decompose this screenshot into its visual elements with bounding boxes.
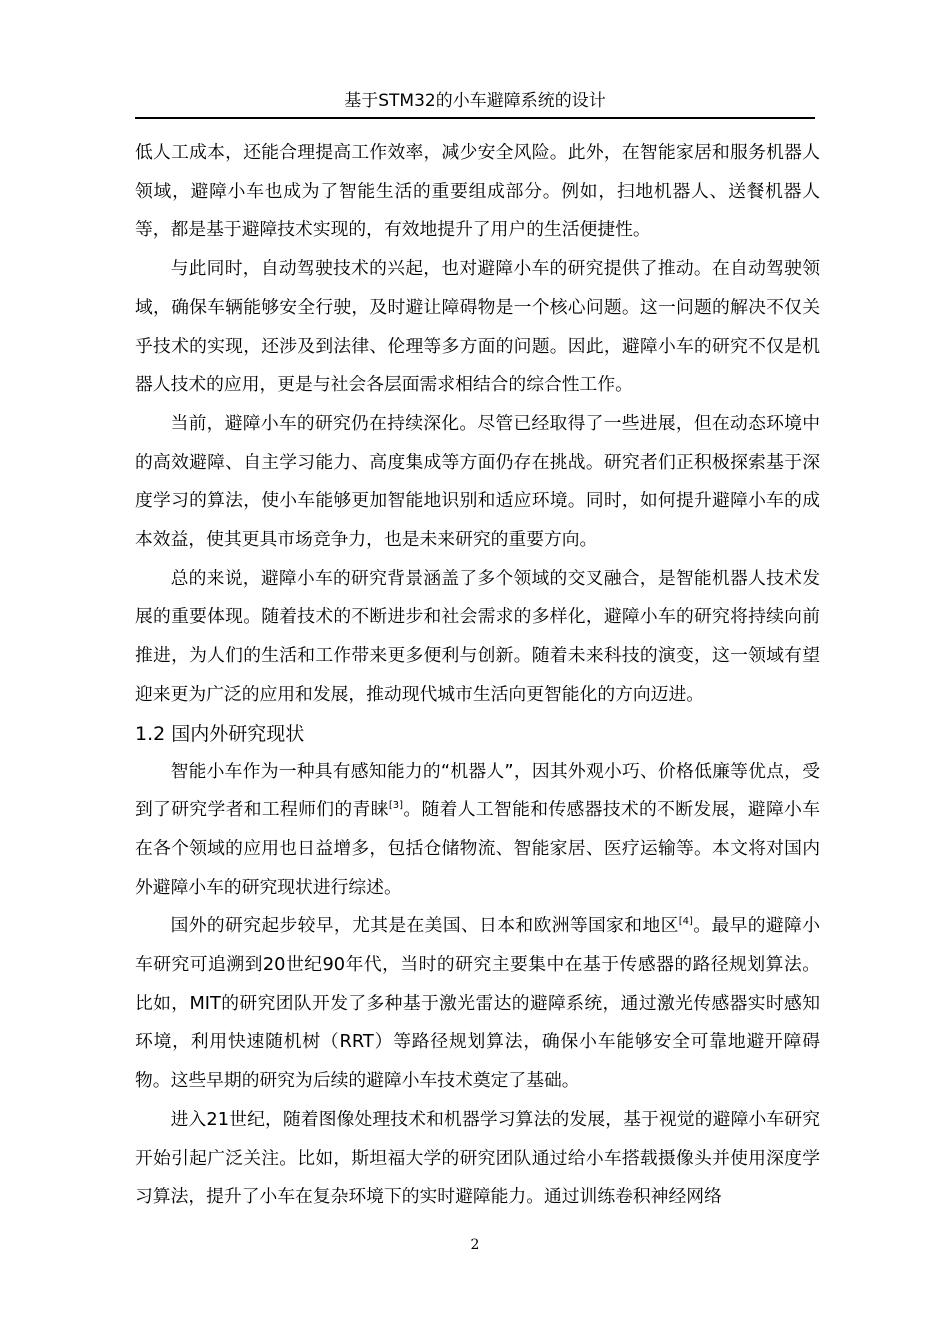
running-header-title: 基于STM32的小车避障系统的设计 — [344, 91, 606, 111]
paragraph-text: 。最早的避障小车研究可追溯到20世纪90年代，当时的研究主要集中在基于传感器的路径规划算法。比如，MIT的研究团队开发了多种基于激光雷达的避障系统，通过激光传感器实时感知环境，利用快速随机树（RRT）等路径规划算法，确保小车能够安全可靠地避开障碍物。这些早期的研究为后续的避障小车技术奠定了基础。 — [135, 915, 820, 1092]
paragraph — [135, 907, 820, 1101]
paragraph — [135, 753, 820, 908]
page-number: 2 — [470, 1237, 480, 1253]
paragraph: 当前，避障小车的研究仍在持续深化。尽管已经取得了一些进展，但在动态环境中的高效避障、自主学习能力、高度集成等方面仍存在挑战。研究者们正积极探索基于深度学习的算法，使小车能够更加智能地识别和适应环境。同时，如何提升避障小车的成本效益，使其更具市场竞争力，也是未来研究的重要方向。 — [135, 412, 820, 551]
paragraph-text: 智能小车作为一种具有感知能力的“机器人”，因其外观小巧、价格低廉等优点，受到了研究学者和工程师们的青睐 — [135, 760, 820, 821]
section-heading: 1.2 国内外研究现状 — [135, 722, 305, 745]
header-divider — [135, 117, 815, 119]
paragraph-continued: 低人工成本，还能合理提高工作效率，减少安全风险。此外，在智能家居和服务机器人领域，避障小车也成为了智能生活的重要组成部分。例如，扫地机器人、送餐机器人等，都是基于避障技术实现的，有效地提升了用户的生活便捷性。 — [135, 142, 820, 241]
body-text — [135, 134, 820, 1217]
paragraph-text: 。随着人工智能和传感器技术的不断发展，避障小车在各个领域的应用也日益增多，包括仓储物流、智能家居、医疗运输等。本文将对国内外避障小车的研究现状进行综述。 — [135, 799, 820, 898]
paragraph: 与此同时，自动驾驶技术的兴起，也对避障小车的研究提供了推动。在自动驾驶领域，确保车辆能够安全行驶，及时避让障碍物是一个核心问题。这一问题的解决不仅关乎技术的实现，还涉及到法律、伦理等多方面的问题。因此，避障小车的研究不仅是机器人技术的应用，更是与社会各层面需求相结合的综合性工作。 — [135, 258, 820, 396]
citation-marker: [4] — [678, 916, 693, 928]
paragraph-text: 国外的研究起步较早，尤其是在美国、日本和欧洲等国家和地区 — [170, 915, 679, 937]
paragraph: 总的来说，避障小车的研究背景涵盖了多个领域的交叉融合，是智能机器人技术发展的重要体现。随着技术的不断进步和社会需求的多样化，避障小车的研究将持续向前推进，为人们的生活和工作带来更多便利与创新。随着未来科技的演变，这一领域有望迎来更为广泛的应用和发展，推动现代城市生活向更智能化的方向迈进。 — [135, 567, 820, 705]
citation-marker: [3] — [388, 800, 403, 812]
paragraph: 进入21世纪，随着图像处理技术和机器学习算法的发展，基于视觉的避障小车研究开始引起广泛关注。比如，斯坦福大学的研究团队通过给小车搭载摄像头并使用深度学习算法，提升了小车在复杂环境下的实时避障能力。通过训练卷积神经网络 — [135, 1108, 820, 1208]
